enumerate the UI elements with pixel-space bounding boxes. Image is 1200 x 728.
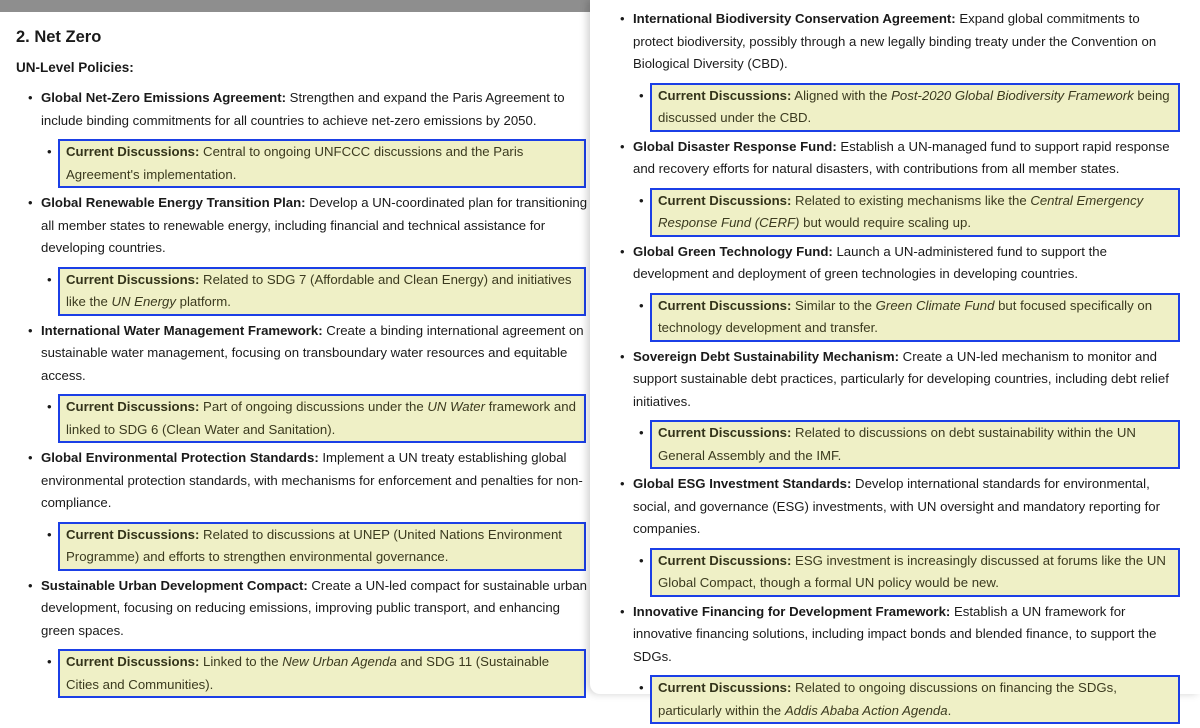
policy-description: Expand global commitments to protect biodiversity, possibly through a new legally binding treaty under the Convention on Biological Diversity (CBD).: [633, 11, 1157, 71]
discussion-text: Central to ongoing UNFCCC discussions and the Paris Agreement's implementation.: [66, 144, 524, 182]
policy-description: Launch a UN-administered fund to support the development and deployment of green technologies in developing countries.: [633, 243, 1107, 281]
current-discussions-label: Current Discussions:: [658, 425, 792, 440]
policy-item: [41, 575, 589, 699]
referenced-initiative: Addis Ababa Action Agenda: [784, 702, 948, 718]
discussion-text: framework and linked to SDG 6 (Clean Water and Sanitation).: [66, 399, 576, 437]
discussion-text: being discussed under the CBD.: [658, 87, 1170, 125]
current-discussions-highlight: [650, 420, 1180, 469]
policy-item: [633, 473, 1181, 597]
section-heading: 2. Net Zero: [16, 28, 102, 46]
discussion-text: Related to discussions on debt sustainability within the UN General Assembly and the IMF.: [658, 425, 1136, 463]
policy-description: Create a UN-led compact for sustainable urban development, focusing on reducing emissions, improving public transport, and enhancing green spaces.: [41, 577, 588, 638]
discussion-text: Related to ongoing discussions on financing the SDGs, particularly within the: [658, 680, 1117, 718]
current-discussions-label: Current Discussions:: [66, 144, 200, 159]
window-top-bar: [0, 0, 592, 12]
policy-item: [633, 241, 1181, 342]
policy-item: [633, 346, 1181, 470]
referenced-initiative: Central Emergency Response Fund (CERF): [658, 192, 1144, 230]
discussion-text: Related to discussions at UNEP (United Nations Environment Programme) and efforts to strengthen environmental governance.: [66, 526, 562, 564]
current-discussions-highlight: [58, 649, 586, 698]
current-discussions-label: Current Discussions:: [66, 399, 200, 414]
current-discussions-label: Current Discussions:: [658, 87, 792, 103]
current-discussions-label: Current Discussions:: [66, 526, 200, 542]
current-discussions-label: Current Discussions:: [658, 552, 792, 568]
referenced-initiative: Post-2020 Global Biodiversity Framework: [891, 87, 1134, 103]
policy-description: Implement a UN treaty establishing global environmental protection standards, with mechanisms for enforcement and penalties for non-compliance.: [41, 450, 583, 510]
policy-title: International Biodiversity Conservation Agreement:: [633, 11, 956, 26]
policy-title: Sustainable Urban Development Compact:: [41, 577, 308, 593]
discussion-text: ESG investment is increasingly discussed at forums like the UN Global Compact, though a formal UN policy would be new.: [658, 552, 1166, 590]
policy-list: [41, 87, 589, 702]
current-discussions-highlight: [650, 675, 1180, 724]
current-discussions-highlight: [650, 83, 1180, 132]
policy-title: Global Disaster Response Fund:: [633, 138, 837, 154]
discussion-text: but would require scaling up.: [799, 215, 971, 230]
current-discussions-label: Current Discussions:: [658, 680, 792, 695]
current-discussions-label: Current Discussions:: [66, 271, 200, 287]
policy-item: [41, 192, 589, 316]
policy-title: Global Renewable Energy Transition Plan:: [41, 195, 306, 210]
discussion-text: Similar to the: [791, 297, 876, 313]
discussion-text: .: [947, 702, 952, 718]
discussion-text: Related to SDG 7 (Affordable and Clean Energy) and initiatives like the: [66, 271, 572, 309]
right-document-panel: [590, 0, 1200, 718]
policy-item: [41, 447, 589, 571]
discussion-text: Part of ongoing discussions under the: [199, 399, 428, 414]
current-discussions-highlight: [58, 522, 586, 571]
policy-title: Global Green Technology Fund:: [633, 243, 833, 259]
left-document-panel: [0, 12, 590, 698]
subheading: UN-Level Policies:: [16, 60, 134, 75]
discussion-text: Linked to the: [199, 654, 283, 669]
current-discussions-highlight: [58, 267, 586, 316]
policy-item: [633, 601, 1181, 725]
policy-description: Develop international standards for environmental, social, and governance (ESG) investments, with UN oversight and mandatory reporting for companies.: [633, 476, 1161, 536]
policy-description: Establish a UN-managed fund to support rapid response and recovery efforts for natural disasters, with contributions from all member states.: [633, 138, 1170, 176]
current-discussions-label: Current Discussions:: [658, 297, 792, 313]
policy-title: Global ESG Investment Standards:: [633, 476, 852, 491]
current-discussions-highlight: [58, 394, 586, 443]
policy-title: International Water Management Framework:: [41, 322, 323, 338]
policy-description: Strengthen and expand the Paris Agreement to include binding commitments for all countries to achieve net-zero emissions by 2050.: [41, 90, 565, 128]
discussion-text: platform.: [175, 294, 231, 309]
current-discussions-label: Current Discussions:: [66, 654, 200, 669]
discussion-text: Related to existing mechanisms like the: [791, 192, 1031, 208]
policy-title: Global Environmental Protection Standards:: [41, 450, 319, 465]
policy-title: Sovereign Debt Sustainability Mechanism:: [633, 348, 900, 364]
discussion-text: Aligned with the: [791, 87, 892, 103]
policy-description: Create a binding international agreement on sustainable water management, focusing on transboundary water resources and equitable access.: [41, 322, 584, 383]
policy-item: [41, 320, 589, 444]
policy-item: [41, 87, 589, 188]
current-discussions-highlight: [650, 548, 1180, 597]
referenced-initiative: Green Climate Fund: [875, 297, 995, 313]
policy-item: [633, 136, 1181, 237]
policy-title: Global Net-Zero Emissions Agreement:: [41, 90, 286, 105]
discussion-text: but focused specifically on technology development and transfer.: [658, 297, 1153, 335]
current-discussions-label: Current Discussions:: [658, 192, 792, 208]
current-discussions-highlight: [650, 293, 1180, 342]
referenced-initiative: UN Energy: [111, 294, 176, 309]
policy-description: Develop a UN-coordinated plan for transitioning all member states to renewable energy, including financial and technical assistance for developing countries.: [41, 195, 588, 255]
current-discussions-highlight: [650, 188, 1180, 237]
policy-description: Establish a UN framework for innovative financing solutions, including impact bonds and blended finance, to support the SDGs.: [633, 603, 1157, 664]
policy-description: Create a UN-led mechanism to monitor and support sustainable debt practices, particularly for developing countries, including debt relief initiatives.: [633, 348, 1169, 409]
current-discussions-highlight: [58, 139, 586, 188]
discussion-text: and SDG 11 (Sustainable Cities and Communities).: [66, 654, 550, 692]
referenced-initiative: New Urban Agenda: [282, 654, 397, 669]
policy-title: Innovative Financing for Development Framework:: [633, 603, 951, 619]
policy-list: [633, 8, 1181, 728]
policy-item: [633, 8, 1181, 132]
referenced-initiative: UN Water: [427, 399, 486, 414]
